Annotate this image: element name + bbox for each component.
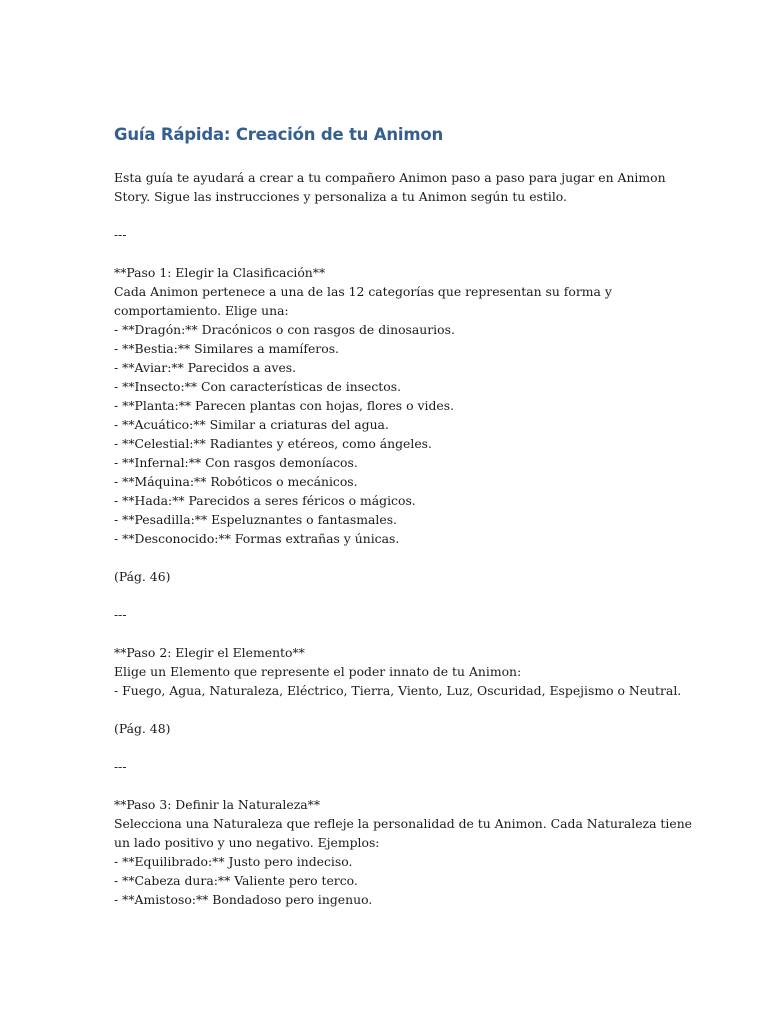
list-item: - **Planta:** Parecen plantas con hojas, flores o vides. [114, 398, 455, 413]
list-item: - **Infernal:** Con rasgos demoníacos. [114, 455, 358, 470]
page-reference: (Pág. 48) [114, 721, 171, 736]
page-reference: (Pág. 46) [114, 569, 171, 584]
spacer [114, 776, 674, 795]
list-item: - **Amistoso:** Bondadoso pero ingenuo. [114, 892, 373, 907]
spacer [114, 548, 674, 567]
separator: --- [114, 607, 127, 622]
list-item: - **Desconocido:** Formas extrañas y únicas. [114, 531, 400, 546]
list-item: - **Máquina:** Robóticos o mecánicos. [114, 474, 358, 489]
step1-description: comportamiento. Elige una: [114, 303, 289, 318]
spacer [114, 624, 674, 643]
spacer [114, 738, 674, 757]
list-item: - **Equilibrado:** Justo pero indeciso. [114, 854, 353, 869]
separator: --- [114, 227, 127, 242]
step3-heading: **Paso 3: Definir la Naturaleza** [114, 797, 321, 812]
document-title: Guía Rápida: Creación de tu Animon [114, 125, 444, 144]
document-page [114, 124, 693, 909]
list-item: - **Bestia:** Similares a mamíferos. [114, 341, 339, 356]
intro-line: Story. Sigue las instrucciones y personaliza a tu Animon según tu estilo. [114, 189, 567, 204]
list-item: - **Aviar:** Parecidos a aves. [114, 360, 297, 375]
step2-description: - Fuego, Agua, Naturaleza, Eléctrico, Tierra, Viento, Luz, Oscuridad, Espejismo o Neutral. [114, 683, 682, 698]
list-item: - **Pesadilla:** Espeluznantes o fantasmales. [114, 512, 397, 527]
list-item: - **Hada:** Parecidos a seres féricos o mágicos. [114, 493, 416, 508]
step3-description: Selecciona una Naturaleza que refleje la personalidad de tu Animon. Cada Naturaleza tiene [114, 816, 693, 831]
spacer [114, 700, 674, 719]
intro-line: Esta guía te ayudará a crear a tu compañero Animon paso a paso para jugar en Animon [114, 170, 666, 185]
spacer [114, 586, 674, 605]
step2-heading: **Paso 2: Elegir el Elemento** [114, 645, 305, 660]
step3-description: un lado positivo y uno negativo. Ejemplos: [114, 835, 380, 850]
list-item: - **Cabeza dura:** Valiente pero terco. [114, 873, 358, 888]
step2-description: Elige un Elemento que represente el poder innato de tu Animon: [114, 664, 522, 679]
spacer [114, 206, 674, 225]
spacer [114, 244, 674, 263]
step1-heading: **Paso 1: Elegir la Clasificación** [114, 265, 326, 280]
separator: --- [114, 759, 127, 774]
list-item: - **Dragón:** Dracónicos o con rasgos de dinosaurios. [114, 322, 455, 337]
list-item: - **Acuático:** Similar a criaturas del agua. [114, 417, 389, 432]
spacer [114, 146, 674, 168]
step1-description: Cada Animon pertenece a una de las 12 categorías que representan su forma y [114, 284, 612, 299]
list-item: - **Insecto:** Con características de insectos. [114, 379, 402, 394]
list-item: - **Celestial:** Radiantes y etéreos, como ángeles. [114, 436, 432, 451]
